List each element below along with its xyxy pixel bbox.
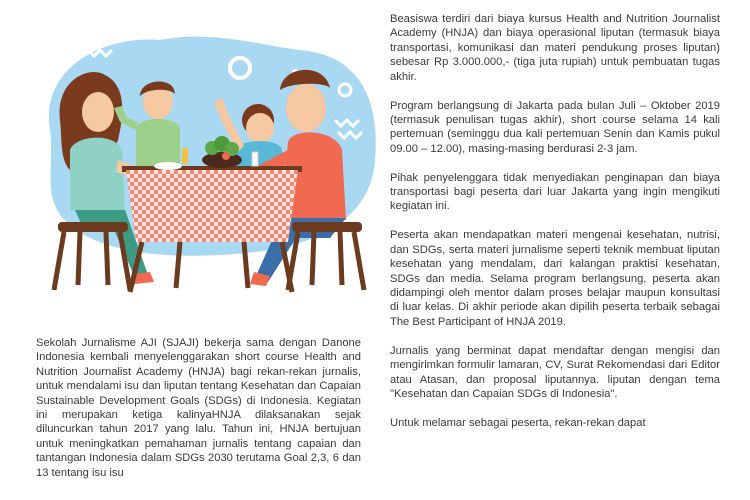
materials-paragraph: Peserta akan mendapatkan materi mengenai kesehatan, nutrisi, dan SDGs, serta materi jurnalisme seperti teknik membuat liputan kesehatan yang mendalam, dari kalangan praktisi kesehatan, SDGs dan media. Selama program berlangsung, peserta akan didampingi oleh mentor dalam proses belajar maupun konsultasi di luar kelas. Di akhir periode akan dipilih peserta terbaik sebagai The Best Participant of HNJA 2019. [390, 229, 720, 328]
family-dinner-illustration [30, 10, 380, 310]
apply-paragraph: Untuk melamar sebagai peserta, rekan-rekan dapat [390, 416, 646, 429]
right-column [390, 12, 720, 445]
intro-paragraph: Sekolah Jurnalisme AJI (SJAJI) bekerja sama dengan Danone Indonesia kembali menyelenggarakan short course Health and Nutrition Journalist Academy (HNJA) bagi rekan-rekan jurnalis, untuk mendalami isu dan liputan tentang Kesehatan dan Capaian Sustainable Development Goals (SDGs) di Indonesia. Kegiatan ini merupakan ketiga kalinyaHNJA dilaksanakan sejak diluncurkan tahun 2017 yang lalu. Tahun ini, HNJA bertujuan untuk meningkatkan pemahaman jurnalis tentang capaian dan tantangan Indonesia dalam SDGs 2030 terutama Goal 2,3, 6 dan 13 tentang isu isu [36, 337, 361, 479]
registration-paragraph: Jurnalis yang berminat dapat mendaftar dengan mengisi dan mengirimkan formulir lamaran, CV, Surat Rekomendasi dari Editor atau Atasan, dan proposal liputannya. liputan dengan tema "Kesehatan dan Capaian SDGs di Indonesia". [390, 344, 720, 400]
left-column [36, 336, 361, 480]
schedule-paragraph: Program berlangsung di Jakarta pada bulan Juli – Oktober 2019 (termasuk penulisan tugas akhir), short course selama 14 kali pertemuan (seminggu dua kali pertemuan Senin dan Kamis pukul 09.00 – 12.00), masing-masing berdurasi 2-3 jam. [390, 99, 720, 155]
scholarship-paragraph: Beasiswa terdiri dari biaya kursus Health and Nutrition Journalist Academy (HNJA) dan biaya operasional liputan (termasuk biaya transportasi, komunikasi dan materi pendukung proses liputan) sebesar Rp 3.000.000,- (tiga juta rupiah) untuk pembuatan tugas akhir. [390, 13, 720, 83]
accommodation-paragraph: Pihak penyelenggara tidak menyediakan penginapan dan biaya transportasi bagi peserta dari luar Jakarta yang ingin mengikuti kegiatan ini. [390, 171, 720, 213]
